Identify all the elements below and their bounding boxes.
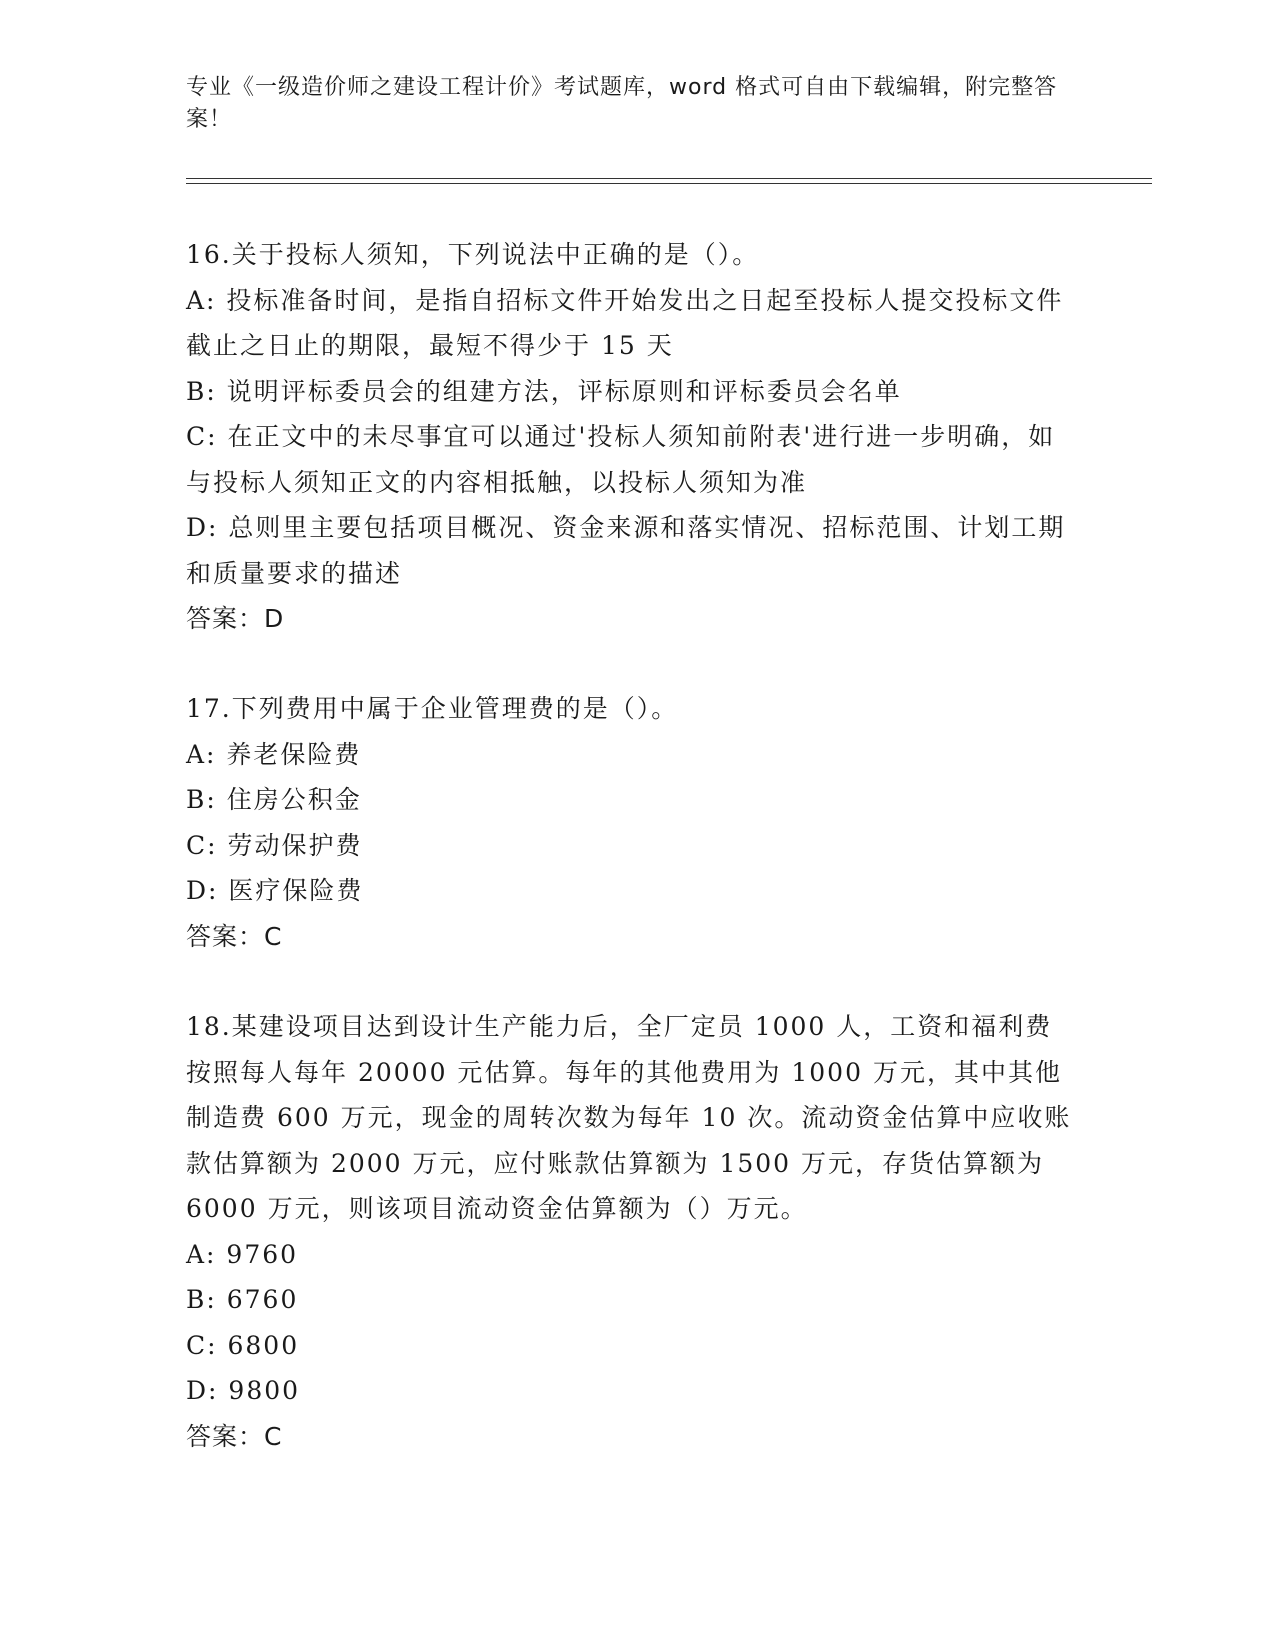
question-stem: 16.关于投标人须知，下列说法中正确的是（）。 [186, 240, 760, 269]
option-d: D: 医疗保险费 [186, 876, 364, 905]
option-c: C: 6800 [186, 1330, 300, 1360]
document-header: 专业《一级造价师之建设工程计价》考试题库，word 格式可自由下载编辑，附完整答案！ [186, 75, 1058, 132]
question-17 [186, 686, 1076, 959]
question-16 [186, 232, 1076, 642]
option-b: B: 6760 [186, 1285, 299, 1314]
header-divider-bottom [186, 183, 1152, 184]
question-18 [186, 1004, 1076, 1459]
option-b: B: 住房公积金 [186, 785, 362, 814]
answer: 答案：C [186, 1421, 283, 1451]
option-d: D: 总则里主要包括项目概况、资金来源和落实情况、招标范围、计划工期和质量要求的描述 [186, 513, 1066, 588]
question-stem: 17.下列费用中属于企业管理费的是（）。 [186, 694, 679, 723]
option-d: D: 9800 [186, 1376, 301, 1405]
option-a: A: 投标准备时间，是指自招标文件开始发出之日起至投标人提交投标文件截止之日止的期限，最短不得少于 15 天 [186, 285, 1064, 360]
option-c: C: 劳动保护费 [186, 830, 363, 860]
header-divider-top [186, 178, 1152, 179]
option-c: C: 在正文中的未尽事宜可以通过'投标人须知前附表'进行进一步明确，如与投标人须知正文的内容相抵触，以投标人须知为准 [186, 422, 1056, 497]
option-a: A: 9760 [186, 1239, 299, 1269]
option-b: B: 说明评标委员会的组建方法，评标原则和评标委员会名单 [186, 376, 902, 406]
answer: 答案：D [186, 604, 285, 633]
question-stem: 18.某建设项目达到设计生产能力后，全厂定员 1000 人，工资和福利费按照每人每年 20000 元估算。每年的其他费用为 1000 万元，其中其他制造费 600 万元，现金的周转次数为每年 10 次。流动资金估算中应收账款估算额为 2000 万元，应付账款估算额为 1500 万元，存货估算额为 6000 万元，则该项目流动资金估算额为（）万元。 [186, 1012, 1072, 1223]
answer: 答案：C [186, 921, 283, 951]
option-a: A: 养老保险费 [186, 739, 362, 769]
